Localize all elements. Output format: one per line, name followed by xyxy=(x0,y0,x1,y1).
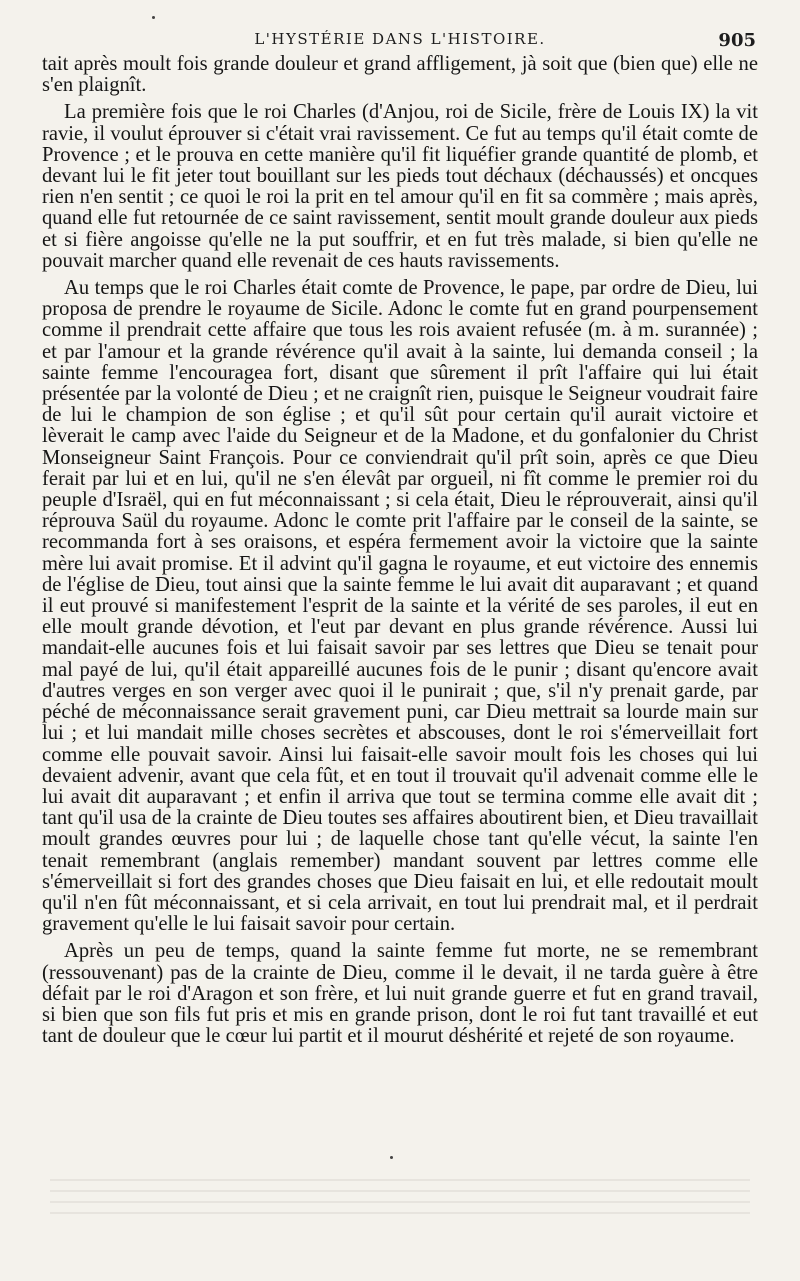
paragraph-continuation: tait après moult fois grande douleur et grand affligement, jà soit que (bien que) elle ne s'en plaignît. xyxy=(42,53,758,97)
page-number: 905 xyxy=(718,30,756,51)
bleed-through-line xyxy=(50,1201,750,1203)
paragraph-defaite: Après un peu de temps, quand la sainte femme fut morte, ne se remembrant (ressouvenant) pas de la crainte de Dieu, comme il le devait, il ne tarda guère à être défait par le roi d'Aragon et son frère, et lui nuit grande guerre et fut en grand travail, si bien que son fils fut pris et mis en grande prison, dont le roi fut tant travaillé et eut tant de douleur que le cœur lui partit et il mourut déshérité et rejeté de son royaume. xyxy=(42,940,758,1048)
paragraph-roi-charles-test: La première fois que le roi Charles (d'Anjou, roi de Sicile, frère de Louis IX) la vit ravie, il voulut éprouver si c'était vrai ravissement. Ce fut au temps qu'il était comte de Provence ; et le prouva en cette manière qu'il fit liquéfier grande quantité de plomb, et devant lui le fit jeter tout bouillant sur les pieds tout déchaux (déchaussés) et oncques rien n'en sentit ; ce quoi le roi la prit en tel amour qu'il en fit sa commère ; mais après, quand elle fut retournée de ce saint ravissement, sentit moult grande douleur aux pieds et si fière angoisse qu'elle ne la put souffrir, et en fut très malade, si bien qu'elle ne pouvait marcher quand elle revenait de ces hauts ravissements. xyxy=(42,101,758,272)
body-text xyxy=(42,54,758,1053)
margin-speck xyxy=(152,16,155,19)
paragraph-royaume-de-sicile: Au temps que le roi Charles était comte de Provence, le pape, par ordre de Dieu, lui proposa de prendre le royaume de Sicile. Adonc le comte fut en grand pourpensement comme il prendrait cette affaire que tous les rois avaient refusée (m. à m. surannée) ; et par l'amour et la grande révérence qu'il avait à la sainte, lui demanda conseil ; la sainte femme l'encouragea fort, disant que sûrement il prît l'affaire qui lui était présentée par la volonté de Dieu ; et ne craignît rien, puisque le Seigneur voudrait faire de lui le champion de son église ; et qu'il sût pour certain qu'il aurait victoire et lèverait le camp avec l'aide du Seigneur et de la Madone, et du gonfalonier du Christ Monseigneur Saint François. Pour ce conviendrait qu'il prît soin, après ce que Dieu ferait par lui et en lui, qu'il ne s'en élevât par orgueil, ni fît comme le premier roi du peuple d'Israël, qui en fut méconnaissant ; si cela était, Dieu le réprouverait, ainsi qu'il réprouva Saül du royaume. Adonc le comte prit l'affaire par le conseil de la sainte, se recommanda fort à ses oraisons, et espéra fermement avoir la victoire que la sainte mère lui avait promise. Et il advint qu'il gagna le royaume, et eut victoire des ennemis de l'église de Dieu, tout ainsi que la sainte femme le lui avait dit auparavant ; et quand il eut prouvé si manifestement l'esprit de la sainte et la vérité de ses paroles, il eut en elle moult grande dévotion, et l'eut par devant en plus grande révérence. Aussi lui mandait-elle aucunes fois et lui faisait savoir par ses lettres que Dieu se tenait pour mal payé de lui, qu'il était appareillé aucunes fois de le punir ; disant qu'encore avait d'autres verges en son verger avec quoi il le punirait ; que, s'il n'y prenait garde, par péché de méconnaissance serait gravement puni, car Dieu mettrait sa lourde main sur lui ; et lui mandait mille choses secrètes et abscouses, dont le roi s'émerveillait fort comme elle pouvait savoir. Ainsi lui faisait-elle savoir moult fois les choses qui lui devaient advenir, avant que cela fût, et en tout il trouvait qu'il advenait comme elle le lui avait dit auparavant ; et enfin il arriva que tout se termina comme elle avait dit ; tant qu'il usa de la crainte de Dieu toutes ses affaires aboutirent bien, et Dieu travaillait moult grandes œuvres pour lui ; de laquelle chose tant qu'elle vécut, la sainte l'en tenait remembrant (anglais remember) mandant souvent par lettres comme elle s'émerveillait si fort des grandes choses que Dieu faisait en lui, et elle redoutait moult qu'il n'en fût méconnaissant, et si cela arrivait, en tout lui prendrait mal, et il perdrait gravement qu'elle le lui faisait savoir pour certain. xyxy=(42,277,758,936)
running-title: L'HYSTÉRIE DANS L'HISTOIRE. xyxy=(254,30,546,48)
bleed-through-line xyxy=(50,1212,750,1214)
margin-speck xyxy=(390,1156,393,1159)
bleed-through-line xyxy=(50,1179,750,1181)
bleed-through-line xyxy=(50,1190,750,1192)
bleed-through-area xyxy=(50,1170,750,1240)
